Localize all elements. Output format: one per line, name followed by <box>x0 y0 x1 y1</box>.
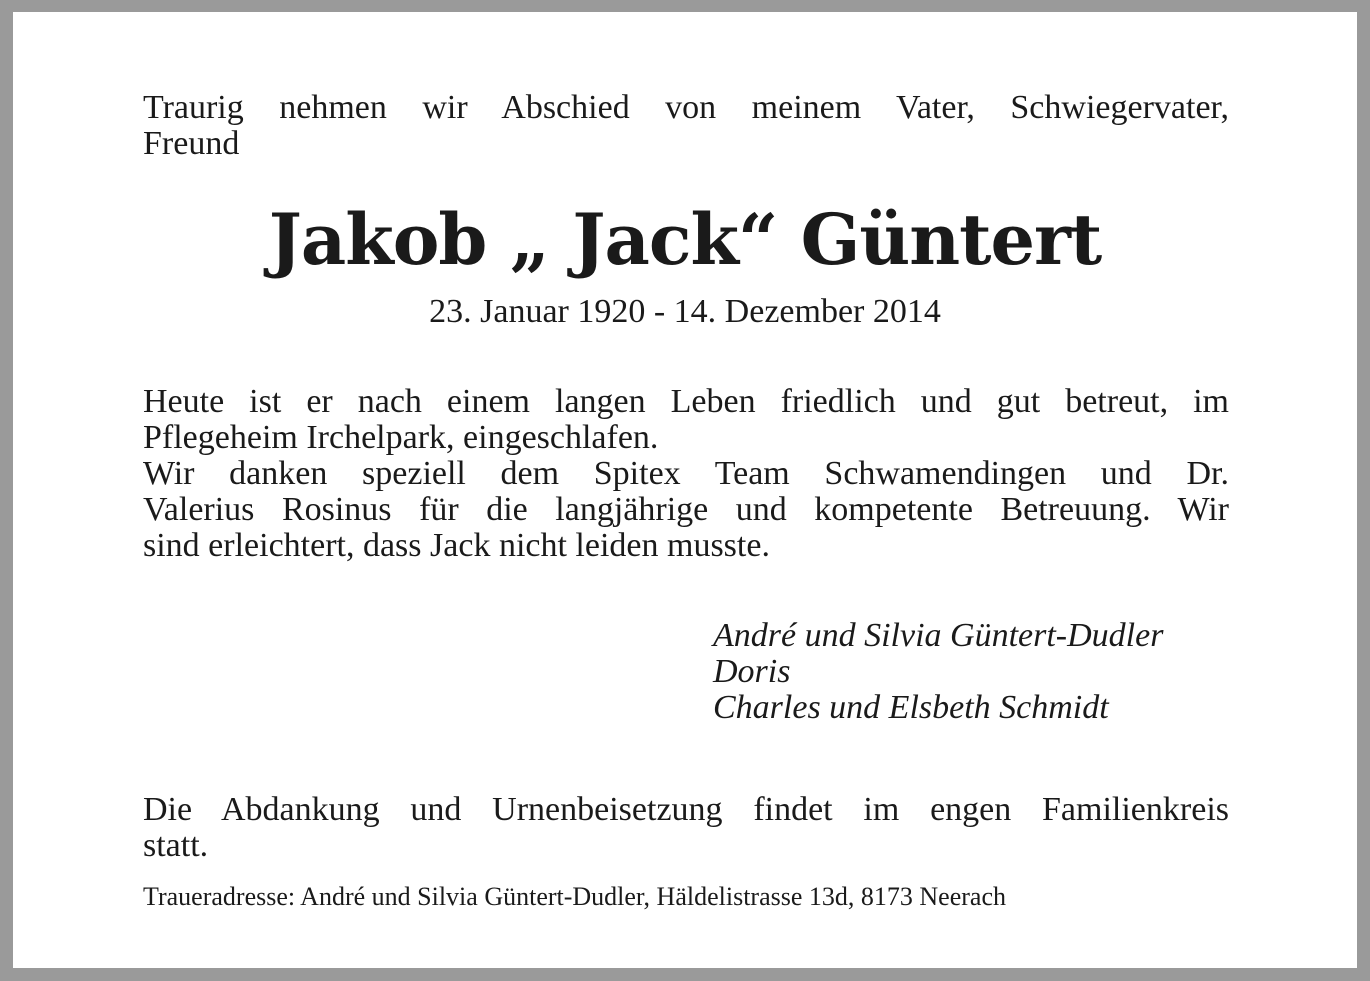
message-text <box>143 384 1229 564</box>
intro-line: Traurig nehmen wir Abschied von meinem Vater, Schwiegervater, <box>143 89 1229 126</box>
intro-line: Freund <box>143 125 240 162</box>
ceremony-line: statt. <box>143 827 209 864</box>
mourning-address: Traueradresse: André und Silvia Güntert-Dudler, Häldelistrasse 13d, 8173 Neerach <box>143 882 1006 911</box>
life-dates: 23. Januar 1920 - 14. Dezember 2014 <box>429 293 941 330</box>
message-line: Wir danken speziell dem Spitex Team Schwamendingen und Dr. <box>143 455 1229 492</box>
message-line: Heute ist er nach einem langen Leben friedlich und gut betreut, im <box>143 383 1229 420</box>
ceremony-line: Die Abdankung und Urnenbeisetzung findet im engen Familienkreis <box>143 791 1229 828</box>
signature-line: Charles und Elsbeth Schmidt <box>713 689 1109 726</box>
signature-line: André und Silvia Güntert-Dudler <box>713 617 1164 654</box>
mourners-signatures <box>713 618 1233 726</box>
signature-line: Doris <box>713 653 791 690</box>
intro-text <box>143 90 1229 162</box>
deceased-name: Jakob „ Jack“ Güntert <box>268 198 1102 281</box>
ceremony-text <box>143 792 1229 864</box>
message-line: Pflegeheim Irchelpark, eingeschlafen. <box>143 419 659 456</box>
obituary-notice <box>13 12 1357 968</box>
message-line: Valerius Rosinus für die langjährige und kompetente Betreuung. Wir <box>143 491 1229 528</box>
message-line: sind erleichtert, dass Jack nicht leiden musste. <box>143 527 770 564</box>
